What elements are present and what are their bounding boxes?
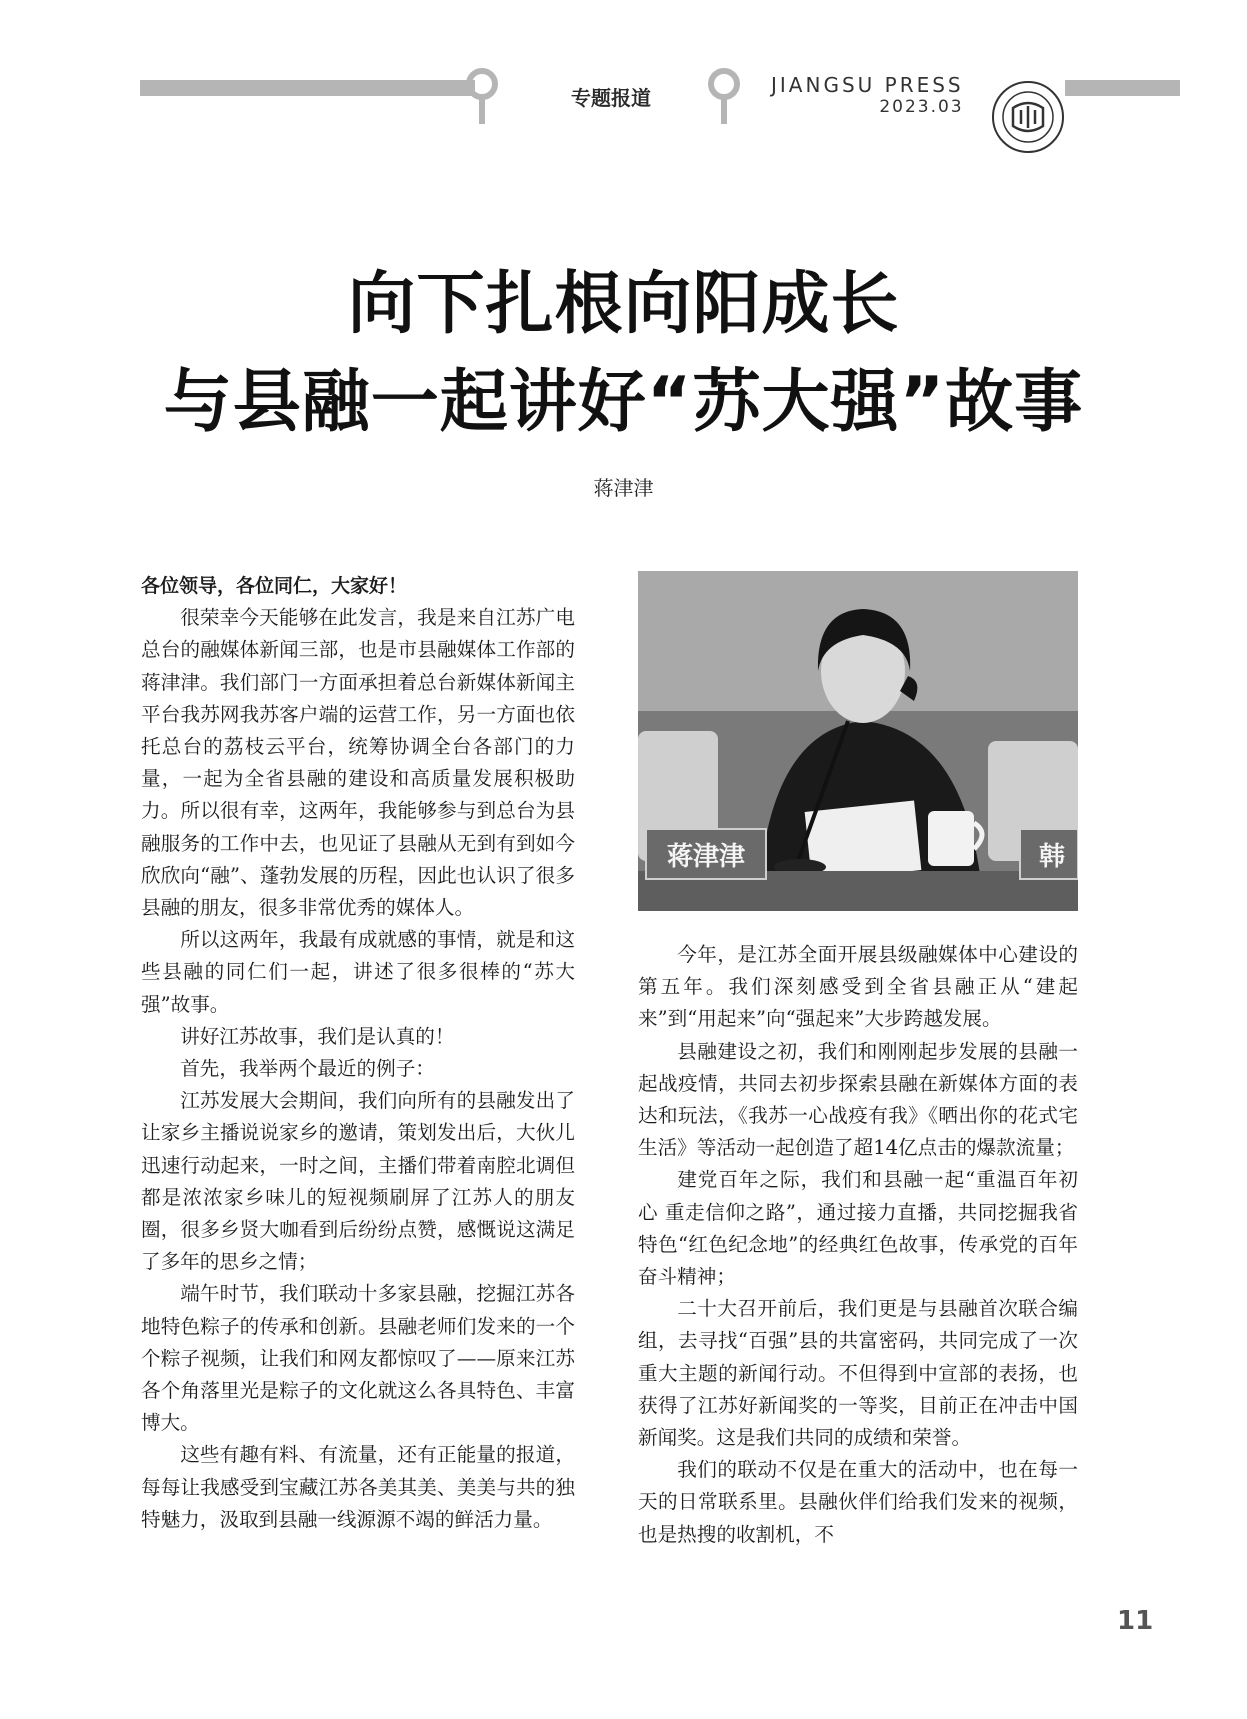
map-pin-icon [462, 64, 502, 126]
publication-name [771, 74, 964, 118]
article-author: 蒋津津 [593, 476, 654, 500]
paragraph: 这些有趣有料、有流量，还有正能量的报道，每每让我感受到宝藏江苏各美其美、美美与共的独特魅力，汲取到县融一线源源不竭的鲜活力量。 [141, 1443, 575, 1531]
article-title-line1: 向下扎根向阳成长 [347, 265, 900, 344]
article-title-line2: 与县融一起讲好“苏大强”故事 [163, 363, 1084, 442]
header-bar-right [1065, 80, 1180, 96]
paragraph: 二十大召开前后，我们更是与县融首次联合编组，去寻找“百强”县的共富密码，共同完成了一次重大主题的新闻行动。不但得到中宣部的表扬，也获得了江苏好新闻奖的一等奖，目前正在冲击中国新闻奖。这是我们共同的成绩和荣誉。 [638, 1297, 1078, 1450]
paragraph: 我们的联动不仅是在重大的活动中，也在每一天的日常联系里。县融伙伴们给我们发来的视频，也是热搜的收割机，不 [638, 1458, 1078, 1546]
paragraph: 县融建设之初，我们和刚刚起步发展的县融一起战疫情，共同去初步探索县融在新媒体方面的表达和玩法，《我苏一心战疫有我》《晒出你的花式宅生活》等活动一起创造了超14亿点击的爆款流量； [638, 1039, 1078, 1160]
paragraph: 所以这两年，我最有成就感的事情，就是和这些县融的同仁们一起，讲述了很多很棒的“苏大强”故事。 [141, 928, 575, 1016]
paragraph: 端午时节，我们联动十多家县融，挖掘江苏各地特色粽子的传承和创新。县融老师们发来的一个个粽子视频，让我们和网友都惊叹了——原来江苏各个角落里光是粽子的文化就这么各具特色、丰富博大。 [141, 1282, 575, 1435]
paragraph: 很荣幸今天能够在此发言，我是来自江苏广电总台的融媒体新闻三部，也是市县融媒体工作部的蒋津津。我们部门一方面承担着总台新媒体新闻主平台我苏网我苏客户端的运营工作，另一方面也依托总台的荔枝云平台，统筹协调全台各部门的力量，一起为全省县融的建设和高质量发展积极助力。所以很有幸，这两年，我能够参与到总台为县融服务的工作中去，也见证了县融从无到有到如今欣欣向“融”、蓬勃发展的历程，因此也认识了很多县融的朋友，很多非常优秀的媒体人。 [141, 606, 575, 920]
header-bar-left [140, 80, 475, 96]
publication-title: JIANGSU PRESS [771, 73, 964, 97]
issue-number: 2023.03 [879, 97, 964, 117]
greeting: 各位领导，各位同仁，大家好！ [141, 575, 408, 597]
paragraph: 讲好江苏故事，我们是认真的！ [180, 1024, 455, 1048]
paragraph: 江苏发展大会期间，我们向所有的县融发出了让家乡主播说说家乡的邀请，策划发出后，大伙儿迅速行动起来，一时之间，主播们带着南腔北调但都是浓浓家乡味儿的短视频刷屏了江苏人的朋友圈，很多乡贤大咖看到后纷纷点赞，感慨说这满足了多年的思乡之情； [141, 1089, 575, 1274]
press-association-emblem [991, 80, 1065, 154]
paragraph: 首先，我举两个最近的例子： [180, 1057, 435, 1081]
paragraph: 建党百年之际，我们和县融一起“重温百年初心 重走信仰之路”，通过接力直播，共同挖掘我省特色“红色纪念地”的经典红色故事，传承党的百年奋斗精神； [638, 1168, 1078, 1289]
speaker-photo-illustration [638, 571, 1078, 911]
page-number: 11 [1117, 1606, 1154, 1636]
nameplate-right: 韩 [1038, 842, 1066, 872]
speaker-photo [638, 571, 1078, 911]
map-pin-icon [704, 64, 744, 126]
right-column [638, 939, 1078, 1551]
paragraph: 今年，是江苏全面开展县级融媒体中心建设的第五年。我们深刻感受到全省县融正从“建起来”到“用起来”向“强起来”大步跨越发展。 [638, 943, 1078, 1031]
left-column [141, 570, 575, 1536]
nameplate-left: 蒋津津 [666, 842, 746, 872]
section-label: 专题报道 [571, 86, 651, 110]
